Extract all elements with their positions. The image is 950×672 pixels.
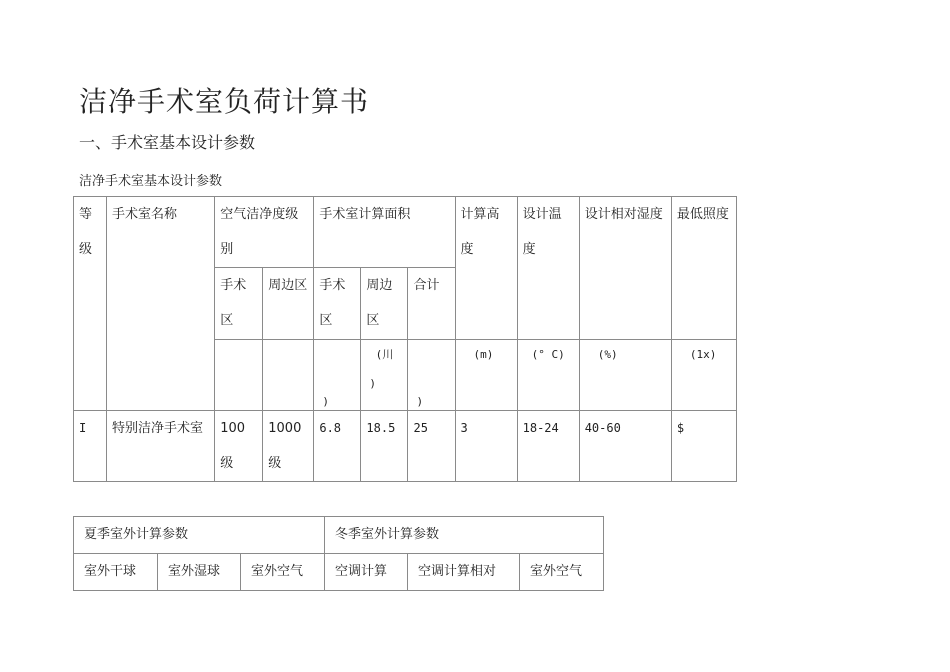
table-caption: 洁净手术室基本设计参数 bbox=[79, 174, 223, 189]
cell-area-peripheral: 18.5 bbox=[361, 411, 408, 482]
sub-area-total: 合计 bbox=[408, 268, 455, 340]
document-title: 洁净手术室负荷计算书 bbox=[79, 85, 370, 118]
outdoor-parameters-table bbox=[73, 516, 604, 591]
unit-illuminance: (1x) bbox=[671, 340, 736, 411]
unit-temperature: (° C) bbox=[517, 340, 579, 411]
unit-close-1: ) bbox=[322, 395, 329, 408]
cell-height: 3 bbox=[455, 411, 517, 482]
col-outdoor-air-summer: 室外空气 bbox=[241, 554, 325, 591]
sub-area-peripheral: 周边区 bbox=[361, 268, 408, 340]
col-hvac-calc-rh: 空调计算相对 bbox=[408, 554, 520, 591]
header-area: 手术室计算面积 bbox=[314, 197, 455, 268]
header-temperature: 设计温度 bbox=[517, 197, 579, 340]
cell-area-operating: 6.8 bbox=[314, 411, 361, 482]
cell-temperature: 18-24 bbox=[517, 411, 579, 482]
cell-clean-operating: 100级 bbox=[215, 411, 263, 482]
cell-humidity: 40-60 bbox=[579, 411, 671, 482]
header-height: 计算高度 bbox=[455, 197, 517, 340]
section-heading: 一、手术室基本设计参数 bbox=[79, 133, 256, 152]
cell-illuminance: $ bbox=[671, 411, 736, 482]
col-hvac-calc: 空调计算 bbox=[325, 554, 408, 591]
unit-humidity: (%) bbox=[579, 340, 671, 411]
unit-area-peripheral: (川 bbox=[375, 348, 394, 361]
sub-area-operating: 手术区 bbox=[314, 268, 361, 340]
cell-area-total: 25 bbox=[408, 411, 455, 482]
cell-grade: I bbox=[74, 411, 107, 482]
cell-room-name: 特别洁净手术室 bbox=[107, 411, 215, 482]
unit-close-2: ) bbox=[369, 377, 377, 390]
unit-height: (m) bbox=[455, 340, 517, 411]
header-summer: 夏季室外计算参数 bbox=[74, 517, 325, 554]
col-outdoor-air-winter: 室外空气 bbox=[520, 554, 604, 591]
col-outdoor-dry-bulb: 室外干球 bbox=[74, 554, 158, 591]
cell-clean-peripheral: 1000级 bbox=[263, 411, 314, 482]
header-winter: 冬季室外计算参数 bbox=[325, 517, 604, 554]
col-outdoor-wet-bulb: 室外湿球 bbox=[158, 554, 241, 591]
header-grade: 等级 bbox=[74, 197, 107, 411]
header-cleanliness: 空气洁净度级别 bbox=[215, 197, 314, 268]
header-humidity: 设计相对湿度 bbox=[579, 197, 671, 340]
header-room-name: 手术室名称 bbox=[107, 197, 215, 411]
sub-clean-operating: 手术区 bbox=[215, 268, 263, 340]
sub-clean-peripheral: 周边区 bbox=[263, 268, 314, 340]
design-parameters-table bbox=[73, 196, 737, 482]
unit-close-3: ) bbox=[416, 395, 424, 408]
header-illuminance: 最低照度 bbox=[671, 197, 736, 340]
